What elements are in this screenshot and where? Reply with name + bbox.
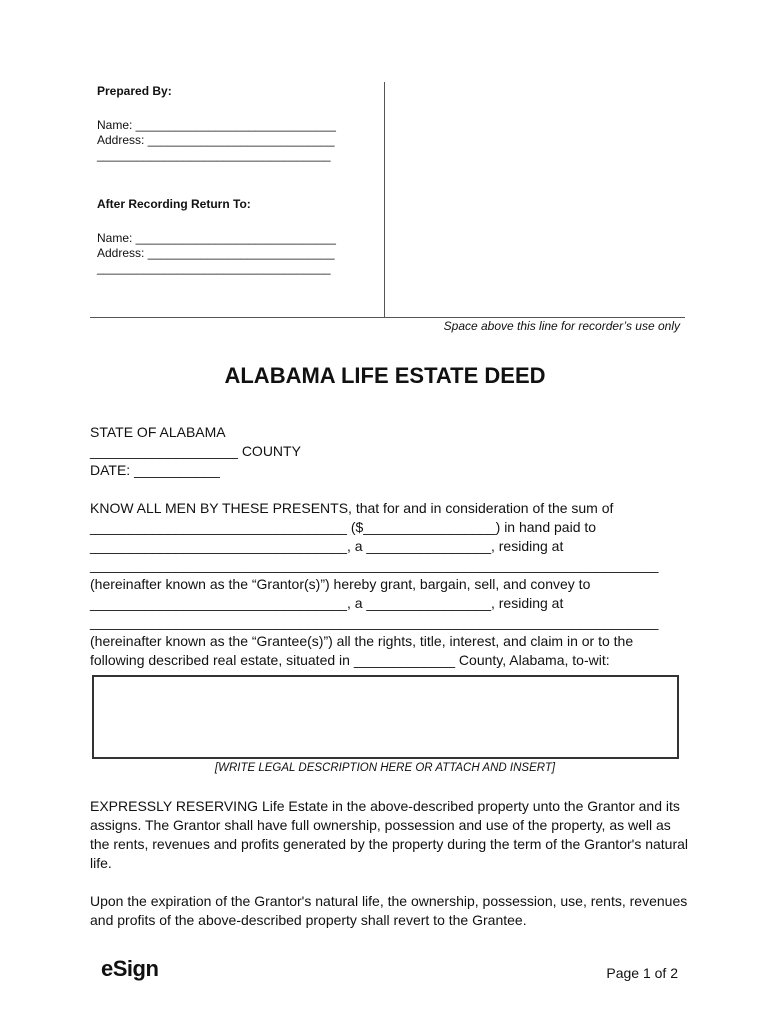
body-line-grantee-clause: (hereinafter known as the “Grantee(s)”) all the rights, title, interest, and claim in or to the	[90, 633, 634, 649]
legal-description-box[interactable]	[92, 675, 679, 759]
header-vertical-divider	[384, 82, 385, 318]
county-field[interactable]: ___________________ COUNTY	[90, 443, 301, 459]
body-line-grantor-clause: (hereinafter known as the “Grantor(s)”) hereby grant, bargain, sell, and convey to	[90, 576, 591, 592]
return-to-name-field[interactable]: Name: ______________________________	[97, 231, 336, 245]
prepared-by-name-field[interactable]: Name: ______________________________	[97, 118, 336, 132]
prepared-by-address-field-2[interactable]: ___________________________________	[97, 148, 331, 162]
document-title: ALABAMA LIFE ESTATE DEED	[224, 363, 546, 388]
body-line-grantor-field[interactable]: _________________________________, a ________________, residing at	[90, 538, 564, 554]
recorder-divider-line	[90, 317, 685, 318]
state-label: STATE OF ALABAMA	[90, 424, 226, 440]
body-line-amount-field[interactable]: _________________________________ ($_________________) in hand paid to	[90, 519, 597, 535]
return-to-address-field[interactable]: Address: ____________________________	[97, 246, 335, 260]
return-to-heading: After Recording Return To:	[97, 197, 251, 211]
esign-logo: eSign	[101, 956, 159, 981]
body-line-consideration: KNOW ALL MEN BY THESE PRESENTS, that for and in consideration of the sum of	[90, 500, 614, 516]
return-to-address-field-2[interactable]: ___________________________________	[97, 261, 331, 275]
page-number: Page 1 of 2	[606, 965, 678, 981]
body-line-grantee-field[interactable]: _________________________________, a ________________, residing at	[90, 595, 564, 611]
body-line-grantee-address-field[interactable]: _________________________________________________________________________	[90, 614, 659, 630]
body-line-grantor-address-field[interactable]: _________________________________________________________________________	[90, 557, 659, 573]
prepared-by-address-field[interactable]: Address: ____________________________	[97, 133, 335, 147]
body-line-county-field[interactable]: following described real estate, situated in _____________ County, Alabama, to-wit:	[90, 652, 610, 668]
expiration-paragraph: Upon the expiration of the Grantor's natural life, the ownership, possession, use, rents, revenues and profits of the above-described property shall revert to the Grantee.	[90, 893, 688, 928]
recorder-note: Space above this line for recorder’s use only	[443, 319, 680, 333]
prepared-by-heading: Prepared By:	[97, 84, 172, 98]
date-field[interactable]: DATE: ___________	[90, 462, 220, 478]
legal-description-caption: [WRITE LEGAL DESCRIPTION HERE OR ATTACH AND INSERT]	[214, 762, 556, 774]
reserving-paragraph: EXPRESSLY RESERVING Life Estate in the above-described property unto the Grantor and its assigns. The Grantor shall have full ownership, possession and use of the property, as well as the rents, revenues and profits generated by the property during the term of the Grantor's natural life.	[90, 798, 689, 871]
